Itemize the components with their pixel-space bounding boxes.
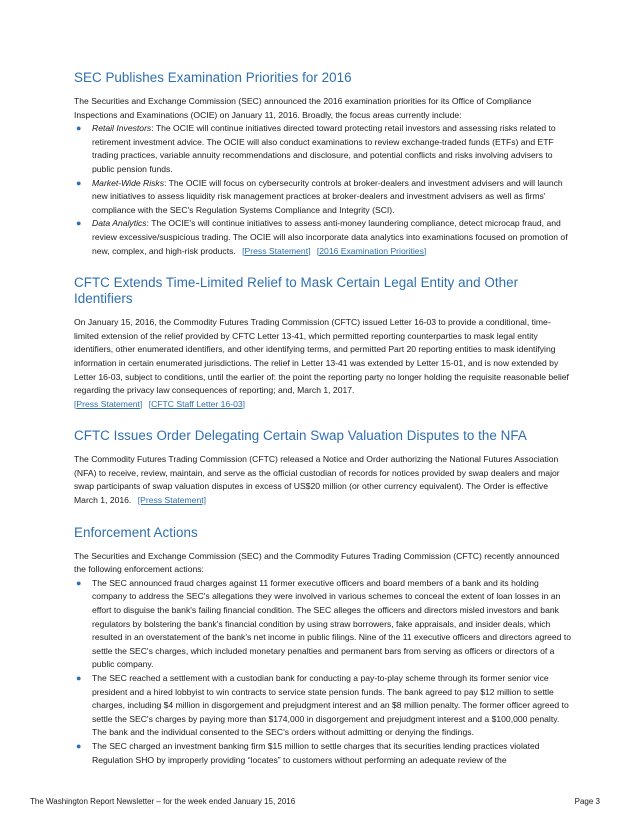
item-text: The SEC reached a settlement with a custodian bank for conducting a pay-to-play scheme through its former senior vice president and a hired lobbyist to win contracts to service state pension funds. The bank agreed to pay $12 million to settle charges, including $4 million in disgorgement and prejudgment interest and an $8 million penalty. The former officer agreed to settle the SEC's charges by paying more than $174,000 in disgorgement and prejudgment interest and a $100,000 penalty. The bank and the individual consented to the SEC's orders without admitting or denying the findings. <box>92 673 569 738</box>
press-statement-link[interactable]: [Press Statement] <box>137 495 207 506</box>
page-content <box>74 70 572 784</box>
item-text: : The OCIE's will continue initiatives to assess anti-money laundering compliance, detect microcap fraud, and review excessive/suspicious trading. The OCIE will also incorporate data analytics into examinations focused on promotion of new, complex, and high-risk products. <box>92 218 568 256</box>
section-sec-exam-priorities <box>74 70 572 258</box>
bullet-list <box>74 577 572 767</box>
exam-priorities-link[interactable]: [2016 Examination Priorities] <box>316 245 427 256</box>
body-text: The Commodity Futures Trading Commission (CFTC) released a Notice and Order authorizing the National Futures Association (NFA) to receive, review, maintain, and serve as the official custodian of records for notices provided by swap dealers and major swap participants of swap valuation disputes in excess of US$20 million (or other currency equivalent). The Order is effective March 1, 2016. <box>74 454 560 506</box>
cftc-staff-letter-link[interactable]: [CFTC Staff Letter 16-03] <box>148 398 246 409</box>
section-intro: The Securities and Exchange Commission (SEC) and the Commodity Futures Trading Commission (CFTC) recently announced the following enforcement actions: <box>74 550 560 575</box>
list-item <box>74 577 572 672</box>
bullet-icon: ● <box>76 123 82 134</box>
section-intro: The Securities and Exchange Commission (SEC) announced the 2016 examination priorities for its Office of Compliance Inspections and Examinations (OCIE) on January 11, 2016. Broadly, the focus areas currently include: <box>74 96 532 120</box>
page-number: Page 3 <box>574 797 600 806</box>
item-text: : The OCIE will continue initiatives directed toward protecting retail investors and assessing risks related to retirement investment advice. The OCIE will also conduct examinations to review exchange-traded funds (ETFs) and ETF trading practices, variable annuity recommendations and disclosure, and potential conflicts and risks involving advisers to public pension funds. <box>92 123 556 174</box>
bullet-icon: ● <box>76 740 82 751</box>
list-item <box>74 177 572 218</box>
item-lead: Market-Wide Risks <box>92 177 165 188</box>
body-text: On January 15, 2016, the Commodity Futures Trading Commission (CFTC) issued Letter 16-03 to provide a conditional, time-limited extension of the relief provided by CFTC Letter 13-41, which permitted reporting counterparties to mask legal entity identifiers, other enumerated identifiers, and other identifying terms, and permitted Part 20 reporting entities to mask identifying information in certain enumerated jurisdictions. The relief in Letter 13-41 was extended by Letter 15-01, and is now extended by Letter 16-03, subject to conditions, until the earlier of: the point the reporting party no longer holding the requisite reasonable belief regarding the privacy law consequences of reporting; and, March 1, 2017. <box>74 317 569 396</box>
list-item <box>74 740 572 767</box>
item-text: : The OCIE will focus on cybersecurity controls at broker-dealers and investment advisers and will launch new initiatives to assess liquidity risk management practices at broker-dealers and investment advisers as well as firms' compliance with the SEC's Regulation Systems Compliance and Integrity (SCI). <box>92 177 563 215</box>
item-lead: Retail Investors <box>92 123 152 134</box>
item-lead: Data Analytics <box>92 218 147 229</box>
bullet-icon: ● <box>76 218 82 229</box>
section-title: SEC Publishes Examination Priorities for 2016 <box>74 70 352 85</box>
section-cftc-masking-relief <box>74 275 572 411</box>
list-item <box>74 217 572 258</box>
section-enforcement-actions <box>74 525 572 768</box>
item-text: The SEC announced fraud charges against 11 former executive officers and board members of a bank and its holding company to address the SEC's allegations they were involved in various schemes to conceal the extent of loan losses in an effort to disguise the bank's failing financial condition. The SEC alleges the officers and directors misled investors and bank regulators by bolstering the bank's financial condition by using straw borrowers, fake appraisals, and insider deals, which resulted in an overstatement of the bank's net income in public filings. Nine of the 11 executive officers and directors agreed to settle the SEC's charges, which included monetary penalties and permanent bars from serving as officers or directors of a public company. <box>92 577 572 670</box>
page-footer <box>30 797 600 806</box>
section-title: CFTC Extends Time-Limited Relief to Mask Certain Legal Entity and Other Identifiers <box>74 275 519 307</box>
list-item <box>74 122 572 176</box>
press-statement-link[interactable]: [Press Statement] <box>242 245 311 256</box>
section-title: CFTC Issues Order Delegating Certain Swap Valuation Disputes to the NFA <box>74 428 527 444</box>
bullet-list <box>74 122 572 258</box>
section-body <box>74 316 572 411</box>
list-item <box>74 672 572 740</box>
item-text: The SEC charged an investment banking firm $15 million to settle charges that its securities lending practices violated Regulation SHO by improperly providing “locates” to customers without performing an adequate review of the <box>92 740 540 765</box>
press-statement-link[interactable]: [Press Statement] <box>74 398 143 409</box>
bullet-icon: ● <box>76 577 82 588</box>
section-body <box>74 453 572 507</box>
section-title: Enforcement Actions <box>74 524 198 540</box>
section-cftc-nfa-order <box>74 428 572 507</box>
footer-title: The Washington Report Newsletter – for the week ended January 15, 2016 <box>30 797 296 806</box>
bullet-icon: ● <box>76 177 82 188</box>
bullet-icon: ● <box>76 673 82 683</box>
